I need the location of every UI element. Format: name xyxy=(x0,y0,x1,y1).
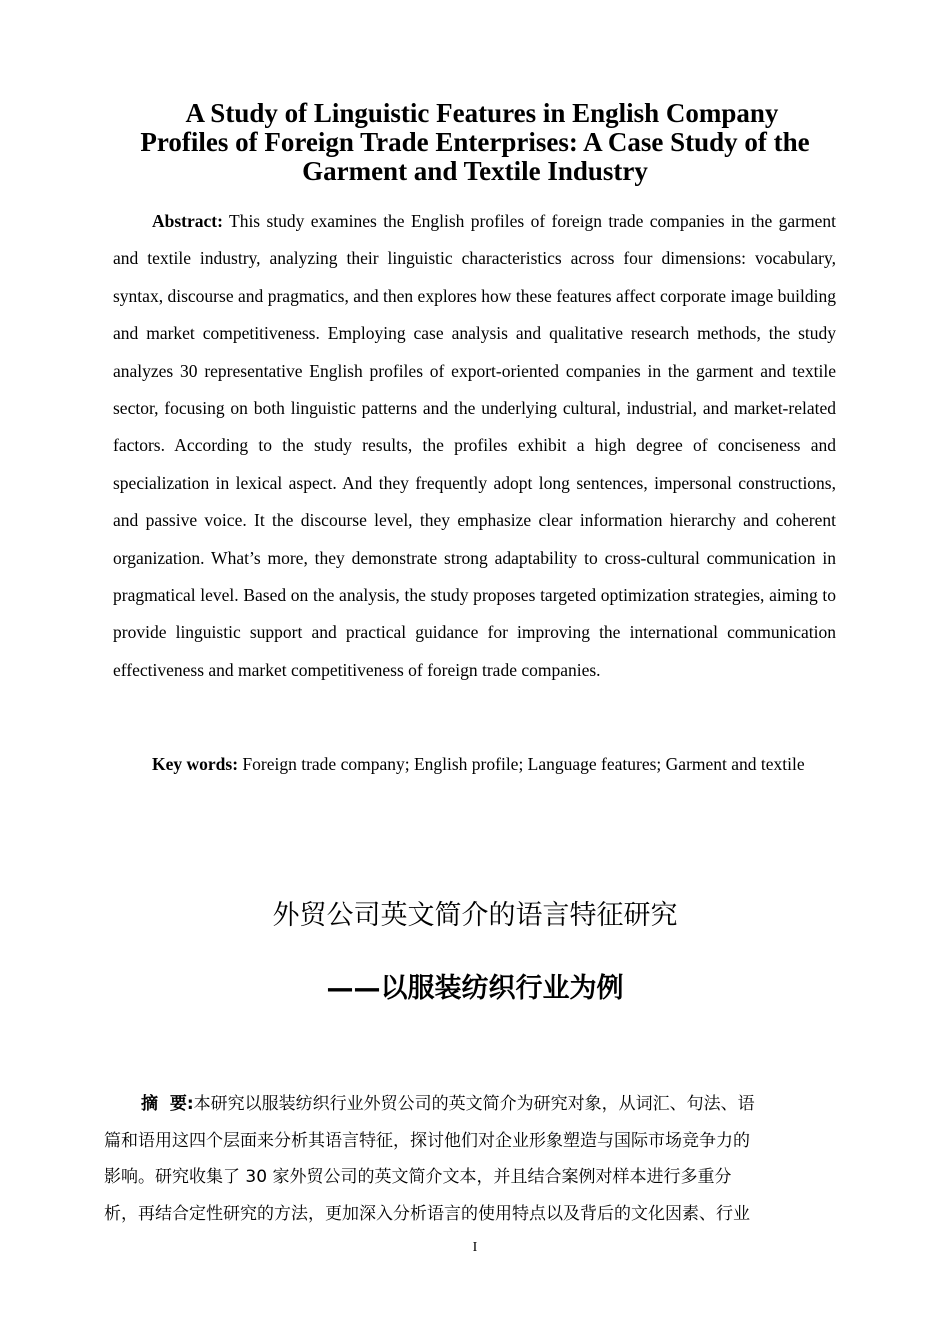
english-title-line: A Study of Linguistic Features in English Company xyxy=(185,98,779,128)
chinese-subtitle: ——以服装纺织行业为例 xyxy=(326,973,624,1004)
chinese-title: 外贸公司英文简介的语言特征研究 xyxy=(272,900,678,931)
page-number: I xyxy=(472,1240,478,1255)
chinese-abstract-line: 篇和语用这四个层面来分析其语言特征，探讨他们对企业形象塑造与国际市场竞争力的 xyxy=(104,1130,750,1151)
chinese-abstract-label: 摘 要: xyxy=(141,1094,194,1114)
chinese-abstract xyxy=(104,1086,832,1232)
chinese-abstract-line: 析，再结合定性研究的方法，更加深入分析语言的使用特点以及背后的文化因素、行业 xyxy=(104,1203,750,1224)
keywords-text: Foreign trade company; English profile; Language features; Garment and textile xyxy=(242,754,805,774)
english-title-line: Garment and Textile Industry xyxy=(302,156,648,186)
chinese-abstract-line: 影响。研究收集了 30 家外贸公司的英文简介文本，并且结合案例对样本进行多重分 xyxy=(104,1167,732,1187)
chinese-abstract-line xyxy=(104,1086,832,1123)
english-keywords xyxy=(113,746,836,783)
english-title xyxy=(110,99,840,186)
keywords-label: Key words: xyxy=(152,754,239,774)
abstract-label: Abstract: xyxy=(152,211,223,231)
english-abstract xyxy=(113,203,836,689)
english-title-line: Profiles of Foreign Trade Enterprises: A Case Study of the xyxy=(140,127,810,157)
chinese-abstract-text: 本研究以服装纺织行业外贸公司的英文简介为研究对象，从词汇、句法、语 xyxy=(193,1094,755,1114)
abstract-text: This study examines the English profiles of foreign trade companies in the garment and textile industry, analyzing their linguistic characteristics across four dimensions: vocabulary, syntax, discourse and pragmatics, and then explores how these features affect corporate image building and market competitiveness. Employing case analysis and qualitative research methods, the study analyzes 30 representative English profiles of export-oriented companies in the garment and textile sector, focusing on both linguistic patterns and the underlying cultural, industrial, and market-related factors. According to the study results, the profiles exhibit a high degree of conciseness and specialization in lexical aspect. And they frequently adopt long sentences, impersonal constructions, and passive voice. It the discourse level, they emphasize clear information hierarchy and coherent organization. What’s more, they demonstrate strong adaptability to cross-cultural communication in pragmatical level. Based on the analysis, the study proposes targeted optimization strategies, aiming to provide linguistic support and practical guidance for improving the international communication effectiveness and market competitiveness of foreign trade companies. xyxy=(113,211,836,680)
